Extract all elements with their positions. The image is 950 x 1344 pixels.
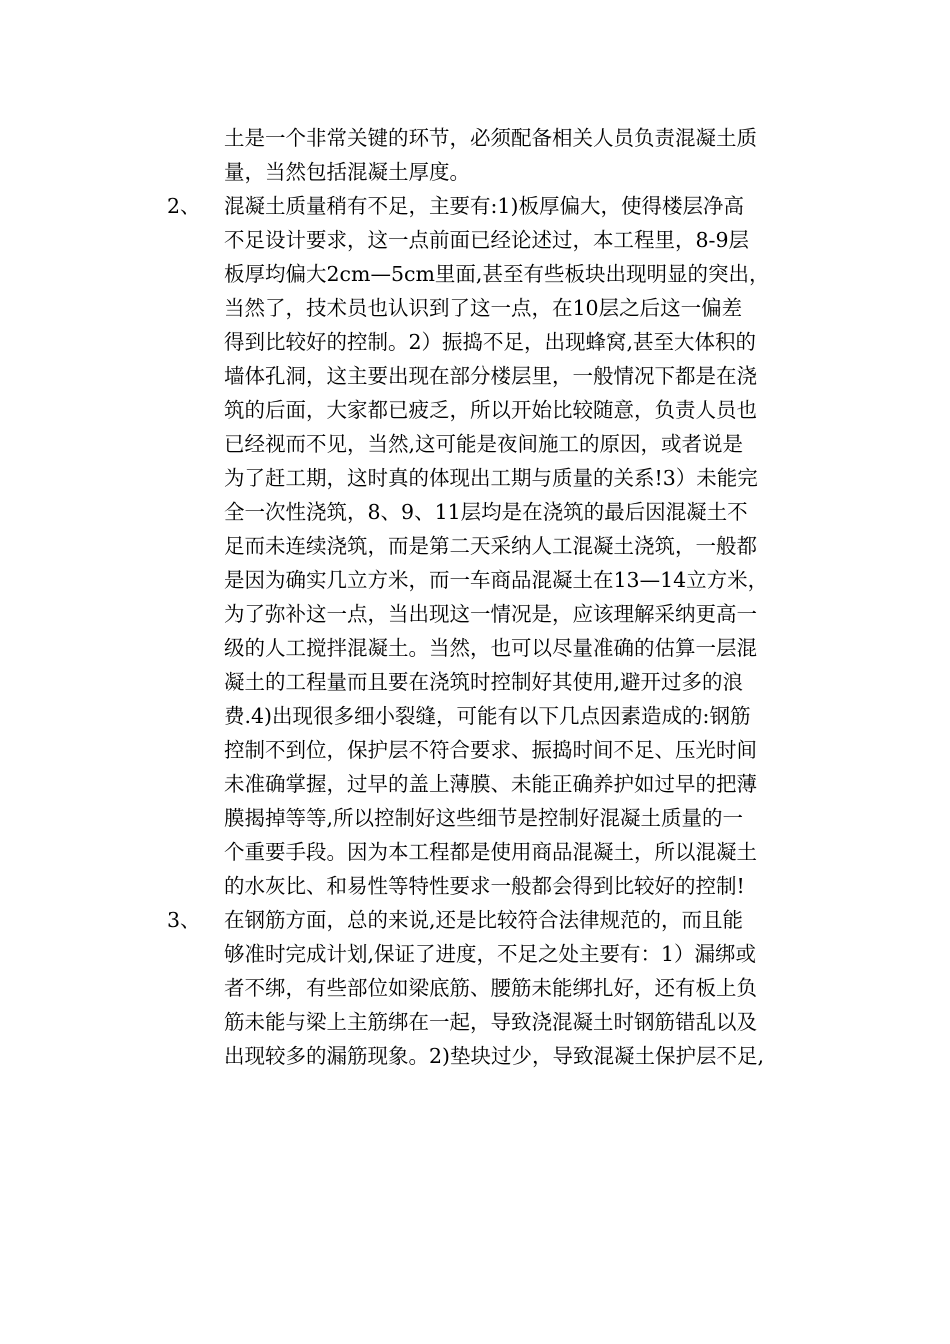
text-line: 膜揭掉等等,所以控制好这些细节是控制好混凝土质量的一 xyxy=(224,806,744,830)
text-line: 是因为确实几立方米，而一车商品混凝土在13—14立方米， xyxy=(224,568,769,592)
text-line: 够准时完成计划,保证了进度，不足之处主要有：1）漏绑或 xyxy=(224,942,757,966)
text-line: 全一次性浇筑，8、9、11层均是在浇筑的最后因混凝土不 xyxy=(224,500,748,524)
text-line: 当然了，技术员也认识到了这一点，在10层之后这一偏差 xyxy=(224,296,743,320)
list-marker: 3、 xyxy=(167,908,201,932)
text-line: 出现较多的漏筋现象。2)垫块过少，导致混凝土保护层不足, xyxy=(224,1044,765,1068)
text-line: 控制不到位，保护层不符合要求、振捣时间不足、压光时间 xyxy=(224,738,757,762)
text-line: 个重要手段。因为本工程都是使用商品混凝土，所以混凝土 xyxy=(224,840,757,864)
list-marker: 2、 xyxy=(167,194,201,218)
text-line: 墙体孔洞，这主要出现在部分楼层里，一般情况下都是在浇 xyxy=(224,364,757,388)
text-line: 为了弥补这一点，当出现这一情况是，应该理解采纳更高一 xyxy=(224,602,757,626)
text-line: 的水灰比、和易性等特性要求一般都会得到比较好的控制! xyxy=(224,874,745,898)
text-line: 未准确掌握，过早的盖上薄膜、未能正确养护如过早的把薄 xyxy=(224,772,757,796)
text-line: 筋未能与梁上主筋绑在一起，导致浇混凝土时钢筋错乱以及 xyxy=(224,1010,757,1034)
text-line: 量，当然包括混凝土厚度。 xyxy=(224,160,470,184)
text-line: 得到比较好的控制。2）振捣不足，出现蜂窝,甚至大体积的 xyxy=(224,330,757,354)
text-line: 凝土的工程量而且要在浇筑时控制好其使用,避开过多的浪 xyxy=(224,670,744,694)
text-line: 混凝土质量稍有不足，主要有:1)板厚偏大，使得楼层净高 xyxy=(224,194,744,218)
text-line: 土是一个非常关键的环节，必须配备相关人员负责混凝土质 xyxy=(224,126,757,150)
text-line: 不足设计要求，这一点前面已经论述过，本工程里，8-9层 xyxy=(224,228,750,252)
text-line: 为了赶工期，这时真的体现出工期与质量的关系!3）未能完 xyxy=(224,466,758,490)
text-line: 在钢筋方面，总的来说,还是比较符合法律规范的，而且能 xyxy=(224,908,744,932)
text-line: 足而未连续浇筑，而是第二天采纳人工混凝土浇筑，一般都 xyxy=(224,534,757,558)
text-line: 者不绑，有些部位如梁底筋、腰筋未能绑扎好，还有板上负 xyxy=(224,976,757,1000)
text-line: 已经视而不见，当然,这可能是夜间施工的原因，或者说是 xyxy=(224,432,744,456)
text-line: 板厚均偏大2cm—5cm里面,甚至有些板块出现明显的突出， xyxy=(224,262,770,286)
text-line: 级的人工搅拌混凝土。当然，也可以尽量准确的估算一层混 xyxy=(224,636,757,660)
text-line: 筑的后面，大家都已疲乏，所以开始比较随意，负责人员也 xyxy=(224,398,757,422)
text-line: 费.4)出现很多细小裂缝，可能有以下几点因素造成的:钢筋 xyxy=(224,704,751,728)
